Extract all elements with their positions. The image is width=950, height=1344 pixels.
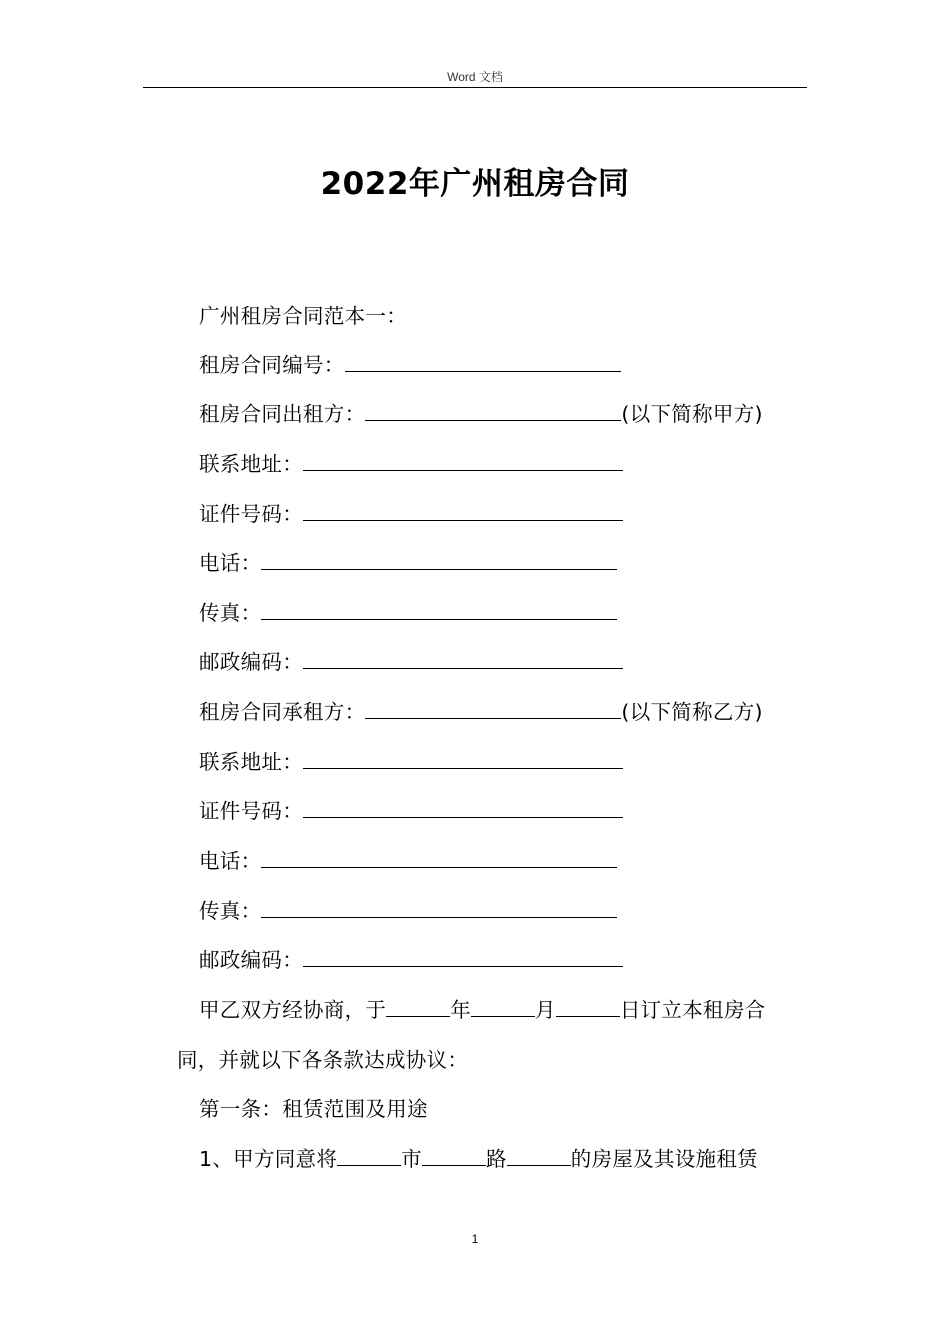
- field-label: 邮政编码：: [199, 650, 303, 674]
- paragraph-text: 广州租房合同范本一：: [199, 304, 407, 328]
- field-label: 电话：: [199, 849, 262, 873]
- form-line-address: [199, 748, 623, 776]
- paragraph-text: 月: [535, 998, 556, 1022]
- field-label: 租房合同编号：: [199, 353, 345, 377]
- blank-line: [386, 996, 450, 1017]
- form-line-contract-number: [199, 351, 621, 379]
- blank-line: [303, 648, 623, 669]
- form-line-fax: [199, 599, 617, 627]
- form-line-phone: [199, 549, 617, 577]
- paragraph: [177, 1046, 468, 1074]
- blank-line: [303, 500, 623, 521]
- paragraph-text: 日订立本租房合: [619, 998, 766, 1022]
- paragraph-text: 年: [450, 998, 472, 1022]
- field-label: 联系地址：: [199, 452, 303, 476]
- section-heading: [199, 1095, 428, 1123]
- paragraph-text: 甲乙双方经协商，于: [199, 998, 387, 1022]
- blank-line: [261, 599, 617, 620]
- blank-line: [303, 748, 623, 769]
- paragraph-text: 第一条：租赁范围及用途: [199, 1097, 428, 1121]
- document-title: 2022年广州租房合同: [320, 166, 630, 202]
- blank-line: [422, 1145, 486, 1166]
- page-number: 1: [471, 1232, 479, 1246]
- paragraph-text: 的房屋及其设施租赁: [570, 1147, 758, 1171]
- paragraph: [199, 302, 407, 330]
- blank-line: [261, 847, 617, 868]
- form-line-postal-code: [199, 648, 623, 676]
- field-label: 证件号码：: [199, 799, 303, 823]
- field-suffix: (以下简称乙方): [621, 700, 763, 724]
- form-line-address: [199, 450, 623, 478]
- form-line-lessee: [199, 698, 763, 726]
- blank-line: [337, 1145, 401, 1166]
- blank-line: [261, 549, 617, 570]
- field-label: 租房合同出租方：: [199, 402, 366, 426]
- form-line-fax: [199, 897, 617, 925]
- field-label: 传真：: [199, 601, 262, 625]
- blank-line: [365, 698, 621, 719]
- field-label: 证件号码：: [199, 502, 303, 526]
- form-line-id-number: [199, 500, 623, 528]
- field-suffix: (以下简称甲方): [621, 402, 763, 426]
- paragraph-date: [199, 996, 765, 1024]
- paragraph-text: 1、甲方同意将: [199, 1147, 338, 1171]
- blank-line: [365, 400, 621, 421]
- form-line-lessor: [199, 400, 763, 428]
- header-divider: [143, 87, 807, 88]
- paragraph-text: 市: [401, 1147, 422, 1171]
- blank-line: [471, 996, 535, 1017]
- blank-line: [303, 946, 623, 967]
- field-label: 邮政编码：: [199, 948, 303, 972]
- header-text: Word 文档: [447, 70, 503, 84]
- blank-line: [261, 897, 617, 918]
- field-label: 电话：: [199, 551, 262, 575]
- form-line-id-number: [199, 797, 623, 825]
- form-line-phone: [199, 847, 617, 875]
- paragraph-text: 同，并就以下各条款达成协议：: [177, 1048, 469, 1072]
- paragraph-clause-1: [199, 1145, 758, 1173]
- blank-line: [345, 351, 621, 372]
- field-label: 联系地址：: [199, 750, 303, 774]
- blank-line: [507, 1145, 571, 1166]
- blank-line: [303, 797, 623, 818]
- form-line-postal-code: [199, 946, 623, 974]
- blank-line: [556, 996, 620, 1017]
- field-label: 租房合同承租方：: [199, 700, 366, 724]
- field-label: 传真：: [199, 899, 262, 923]
- paragraph-text: 路: [485, 1147, 507, 1171]
- blank-line: [303, 450, 623, 471]
